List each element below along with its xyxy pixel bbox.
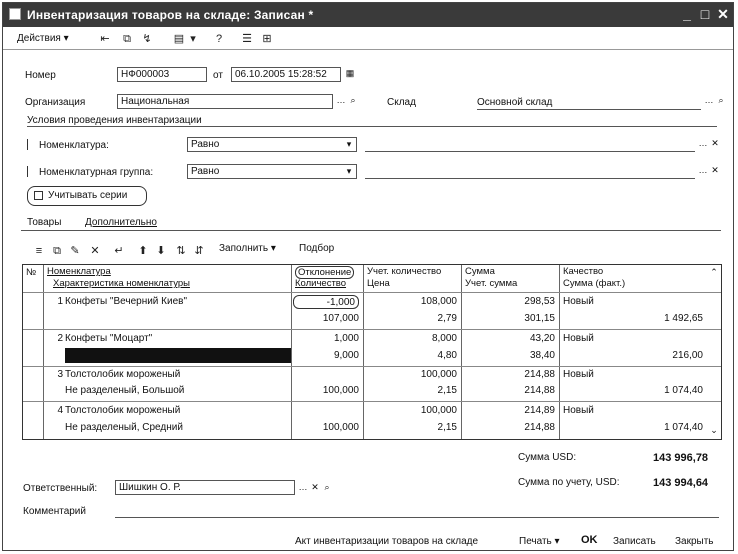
save-button[interactable]: Записать xyxy=(613,536,656,547)
col-header-price[interactable]: Цена xyxy=(367,278,390,289)
series-label: Учитывать серии xyxy=(48,190,128,201)
row-1-deviation[interactable]: -1,000 xyxy=(293,295,359,309)
dropdown-icon[interactable]: ▾ xyxy=(190,33,196,45)
sort-desc-icon[interactable]: ⇵ xyxy=(194,245,204,257)
responsible-clear-icon[interactable]: ✕ xyxy=(311,482,319,492)
move-up-icon[interactable]: ⬆ xyxy=(138,245,148,257)
inventory-act-button[interactable]: Акт инвентаризации товаров на складе xyxy=(295,536,479,547)
row-2-quantity[interactable]: 9,000 xyxy=(333,350,359,361)
comment-field[interactable] xyxy=(115,517,719,518)
actions-menu-label: Действия xyxy=(17,33,61,44)
responsible-select-button[interactable]: … xyxy=(298,482,308,492)
window-title: Инвентаризация товаров на складе: Записан * xyxy=(27,8,314,22)
print-menu-label: Печать xyxy=(519,536,552,547)
date-field[interactable]: 06.10.2005 15:28:52 xyxy=(231,67,341,82)
row-1-fact-sum: 1 492,65 xyxy=(664,313,703,324)
goods-table xyxy=(22,264,722,440)
number-label: Номер xyxy=(25,70,56,81)
list-icon[interactable]: ☰ xyxy=(242,33,252,45)
post-icon[interactable]: ↯ xyxy=(142,33,152,45)
row-3-sum: 214,88 xyxy=(524,369,555,380)
organization-field[interactable]: Национальная xyxy=(117,94,333,109)
row-1-quality[interactable]: Новый xyxy=(563,296,594,307)
warehouse-select-button[interactable]: … xyxy=(704,95,714,105)
conditions-title: Условия проведения инвентаризации xyxy=(27,115,202,126)
responsible-field[interactable]: Шишкин О. Р. xyxy=(115,480,295,495)
tab-goods[interactable]: Товары xyxy=(27,217,62,228)
row-3-deviation[interactable] xyxy=(293,368,359,382)
fill-menu-label: Заполнить xyxy=(219,243,269,254)
copy-row-icon[interactable]: ⧉ xyxy=(53,245,61,257)
minimize-button[interactable]: _ xyxy=(683,6,691,22)
col-header-characteristic[interactable]: Характеристика номенклатуры xyxy=(53,278,190,289)
maximize-button[interactable]: □ xyxy=(700,6,710,22)
row-2-quality[interactable]: Новый xyxy=(563,333,594,344)
close-form-button[interactable]: Закрыть xyxy=(675,536,714,547)
series-checkbox[interactable] xyxy=(34,191,43,200)
row-2-acc-sum: 38,40 xyxy=(529,350,555,361)
nomenclature-checkbox[interactable] xyxy=(27,139,37,150)
actions-menu[interactable]: Действия ▾ xyxy=(17,33,69,44)
sort-asc-icon[interactable]: ⇅ xyxy=(176,245,186,257)
row-4-quantity[interactable]: 100,000 xyxy=(322,422,359,433)
row-3-num: 3 xyxy=(57,369,63,380)
warehouse-label: Склад xyxy=(387,97,416,108)
warehouse-search-icon[interactable]: ⌕ xyxy=(718,95,724,105)
group-label: Номенклатурная группа: xyxy=(39,167,154,178)
row-divider xyxy=(23,329,722,330)
sum-usd-label: Сумма USD: xyxy=(518,452,577,463)
date-prefix-label: от xyxy=(213,70,223,81)
col-header-sum[interactable]: Сумма xyxy=(465,266,495,277)
row-2-acc-qty: 8,000 xyxy=(431,333,457,344)
move-down-icon[interactable]: ⬇ xyxy=(156,245,166,257)
row-1-name[interactable]: Конфеты "Вечерний Киев" xyxy=(65,296,188,307)
col-header-acc-qty[interactable]: Учет. количество xyxy=(367,266,442,277)
select-button[interactable]: Подбор xyxy=(299,243,335,254)
row-2-num: 2 xyxy=(57,333,63,344)
row-4-name[interactable]: Толстолобик мороженый xyxy=(65,405,181,416)
row-2-deviation[interactable]: 1,000 xyxy=(333,333,359,344)
row-4-num: 4 xyxy=(57,405,63,416)
row-3-price[interactable]: 2,15 xyxy=(437,385,457,396)
tree-icon[interactable]: ⊞ xyxy=(262,33,272,45)
responsible-search-icon[interactable]: ⌕ xyxy=(324,482,330,492)
group-select-button[interactable]: … xyxy=(698,165,708,175)
row-3-acc-qty: 100,000 xyxy=(420,369,457,380)
row-2-fact-sum: 216,00 xyxy=(672,350,703,361)
row-3-acc-sum: 214,88 xyxy=(524,385,555,396)
group-checkbox[interactable] xyxy=(27,166,37,177)
row-divider xyxy=(23,401,722,402)
col-header-acc-sum[interactable]: Учет. сумма xyxy=(465,278,518,289)
row-4-acc-qty: 100,000 xyxy=(420,405,457,416)
row-divider xyxy=(23,366,722,367)
col-header-num: № xyxy=(26,267,37,278)
ok-button[interactable]: OK xyxy=(581,534,598,546)
col-header-deviation[interactable]: Отклонение xyxy=(295,266,354,279)
group-clear-icon[interactable]: ✕ xyxy=(711,165,719,175)
row-4-fact-sum: 1 074,40 xyxy=(664,422,703,433)
nomenclature-select-button[interactable]: … xyxy=(698,138,708,148)
org-select-button[interactable]: … xyxy=(336,95,346,105)
nomenclature-label: Номенклатура: xyxy=(39,140,109,151)
series-checkbox-frame[interactable] xyxy=(27,186,147,206)
scroll-down-icon[interactable]: ⌄ xyxy=(710,425,718,435)
row-1-sum: 298,53 xyxy=(524,296,555,307)
warehouse-value[interactable]: Основной склад xyxy=(477,97,553,108)
col-header-fact-sum[interactable]: Сумма (факт.) xyxy=(563,278,626,289)
fill-menu[interactable]: Заполнить ▾ xyxy=(219,243,276,254)
structure-icon[interactable]: ▤ xyxy=(173,33,185,45)
copy-icon[interactable]: ⧉ xyxy=(123,33,131,45)
scroll-up-icon[interactable]: ⌃ xyxy=(710,267,718,277)
calendar-icon[interactable]: ▦ xyxy=(345,68,355,78)
document-icon xyxy=(9,8,21,20)
col-header-quality[interactable]: Качество xyxy=(563,266,604,277)
delete-row-icon[interactable]: ✕ xyxy=(90,245,100,257)
group-condition-select[interactable]: Равно xyxy=(187,164,357,179)
row-3-fact-sum: 1 074,40 xyxy=(664,385,703,396)
organization-label: Организация xyxy=(25,97,86,108)
nomenclature-value-field[interactable] xyxy=(365,151,695,152)
row-2-characteristic-selected[interactable] xyxy=(65,348,291,363)
nomenclature-condition-select[interactable]: Равно xyxy=(187,137,357,152)
row-4-deviation[interactable] xyxy=(293,404,359,418)
group-value-field[interactable] xyxy=(365,178,695,179)
row-4-price[interactable]: 2,15 xyxy=(437,422,457,433)
back-arrow-icon[interactable]: ⇤ xyxy=(100,33,110,45)
row-4-acc-sum: 214,88 xyxy=(524,422,555,433)
row-1-acc-qty: 108,000 xyxy=(420,296,457,307)
row-3-quality[interactable]: Новый xyxy=(563,369,594,380)
row-1-num: 1 xyxy=(57,296,63,307)
org-search-icon[interactable]: ⌕ xyxy=(350,95,356,105)
row-2-name[interactable]: Конфеты "Моцарт" xyxy=(65,333,153,344)
group-cond-dropdown-icon[interactable]: ▾ xyxy=(346,166,352,176)
sum-acc-value: 143 994,64 xyxy=(653,477,709,489)
conditions-section xyxy=(27,115,717,127)
edit-row-icon[interactable]: ✎ xyxy=(70,245,80,257)
warehouse-underline xyxy=(477,109,701,110)
row-1-acc-sum: 301,15 xyxy=(524,313,555,324)
col-header-quantity[interactable]: Количество xyxy=(295,278,347,289)
row-1-quantity[interactable]: 107,000 xyxy=(322,313,359,324)
row-2-sum: 43,20 xyxy=(529,333,555,344)
table-toolbar xyxy=(33,241,413,257)
row-4-sum: 214,89 xyxy=(524,405,555,416)
row-1-price[interactable]: 2,79 xyxy=(437,313,457,324)
add-row-icon[interactable]: ≡ xyxy=(35,245,43,257)
row-3-quantity[interactable]: 100,000 xyxy=(322,385,359,396)
tab-bar xyxy=(21,216,721,231)
row-4-characteristic[interactable]: Не разделеный, Средний xyxy=(65,422,183,433)
row-2-price[interactable]: 4,80 xyxy=(437,350,457,361)
document-window xyxy=(2,2,734,551)
header-divider xyxy=(23,292,722,293)
print-menu[interactable]: Печать ▾ xyxy=(519,536,560,547)
close-button[interactable]: ✕ xyxy=(717,6,729,22)
nomenclature-clear-icon[interactable]: ✕ xyxy=(711,138,719,148)
comment-label: Комментарий xyxy=(23,506,86,517)
end-edit-icon[interactable]: ↵ xyxy=(114,245,124,257)
row-3-characteristic[interactable]: Не разделеный, Большой xyxy=(65,385,185,396)
tab-additional[interactable]: Дополнительно xyxy=(85,217,157,228)
col-header-nomenclature[interactable]: Номенклатура xyxy=(47,266,111,277)
number-field[interactable]: НФ000003 xyxy=(117,67,207,82)
sum-usd-value: 143 996,78 xyxy=(653,452,709,464)
nomenclature-cond-dropdown-icon[interactable]: ▾ xyxy=(346,139,352,149)
row-4-quality[interactable]: Новый xyxy=(563,405,594,416)
row-3-name[interactable]: Толстолобик мороженый xyxy=(65,369,181,380)
title-bar xyxy=(3,3,733,27)
main-toolbar xyxy=(3,29,733,50)
help-icon[interactable]: ? xyxy=(215,33,223,45)
sum-acc-label: Сумма по учету, USD: xyxy=(518,477,620,488)
responsible-label: Ответственный: xyxy=(23,483,98,494)
